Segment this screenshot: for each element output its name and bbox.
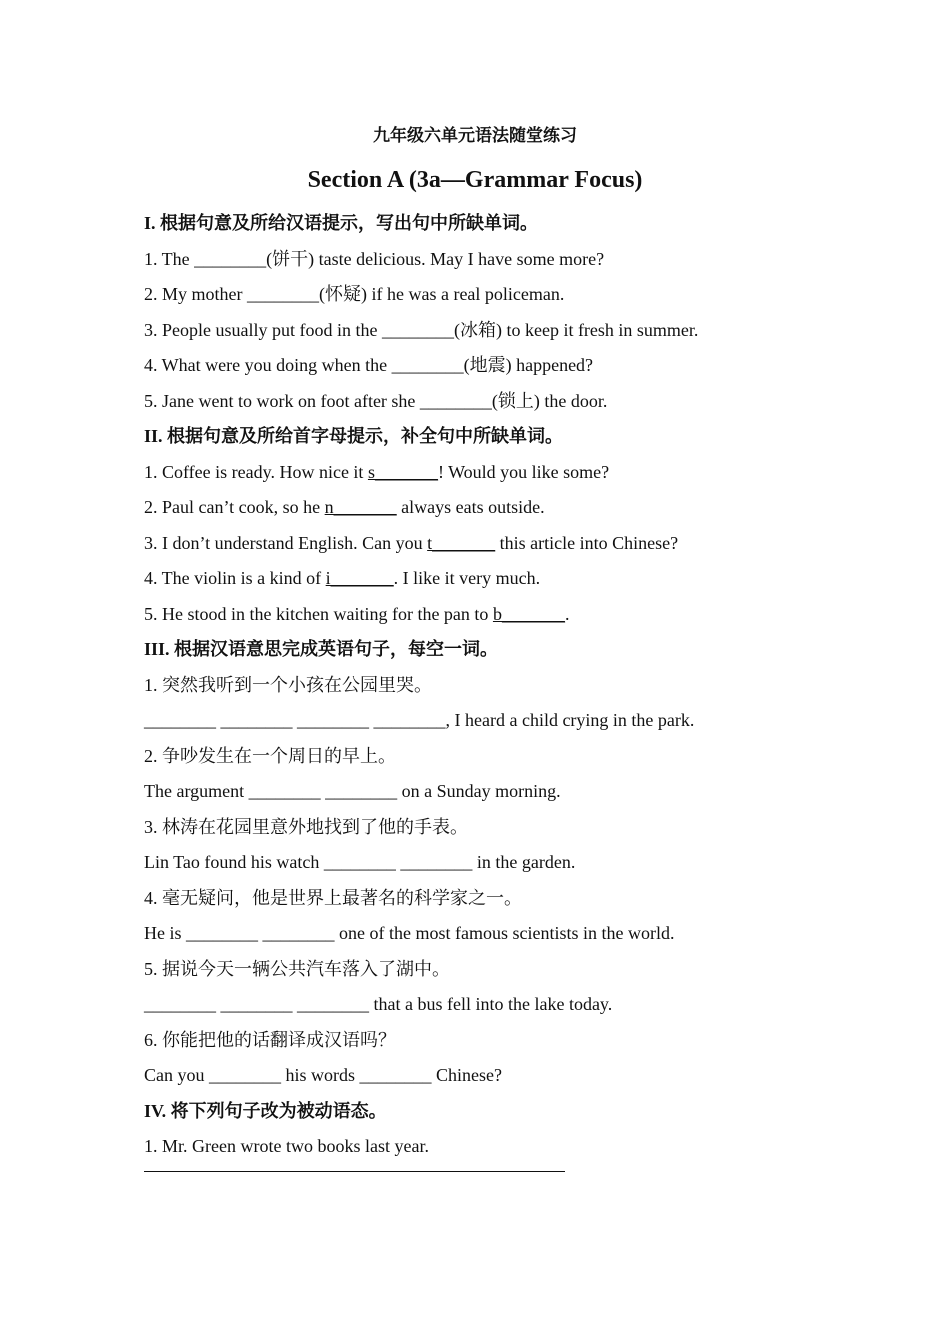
- section-2-item: [144, 597, 844, 633]
- section-1-item: 3. People usually put food in the ________(冰箱) to keep it fresh in summer.: [144, 319, 699, 340]
- letter-hint-blank: s_______: [367, 461, 438, 482]
- section-1-item: 5. Jane went to work on foot after she ________(锁上) the door.: [144, 390, 608, 411]
- section-3-english-blank: Lin Tao found his watch ________ ________ in the garden.: [144, 852, 576, 872]
- section-1-item: 1. The ________(饼干) taste delicious. May I have some more?: [144, 248, 605, 269]
- section-4-heading: IV. 将下列句子改为被动语态。: [144, 1100, 387, 1121]
- answer-line: [144, 1171, 565, 1172]
- item-text: 1. Coffee is ready. How nice it: [144, 461, 368, 482]
- letter-hint-blank: t_______: [427, 532, 496, 553]
- document-subtitle: Section A (3a—Grammar Focus): [307, 167, 643, 193]
- section-3-chinese-prompt: 1. 突然我听到一个小孩在公园里哭。: [144, 674, 432, 695]
- section-3-chinese-prompt: 3. 林涛在花园里意外地找到了他的手表。: [144, 816, 468, 837]
- item-text: .: [564, 603, 570, 624]
- section-3-english-blank: Can you ________ his words ________ Chinese?: [144, 1065, 502, 1085]
- section-2-item: [144, 561, 844, 597]
- section-3-english-blank: ________ ________ ________ ________, I heard a child crying in the park.: [144, 710, 695, 730]
- section-2-item: [144, 490, 844, 526]
- section-3-chinese-prompt: 2. 争吵发生在一个周日的早上。: [144, 745, 396, 766]
- section-1-item: 4. What were you doing when the ________(地震) happened?: [144, 355, 594, 375]
- item-text: 4. The violin is a kind of: [144, 568, 326, 588]
- section-3-heading: III. 根据汉语意思完成英语句子，每空一词。: [144, 639, 499, 659]
- item-text: ! Would you like some?: [437, 461, 610, 482]
- item-text: this article into Chinese?: [495, 532, 679, 553]
- worksheet-page: [144, 118, 844, 1172]
- section-2-item: [144, 526, 844, 562]
- section-1-heading: I. 根据句意及所给汉语提示，写出句中所缺单词。: [144, 213, 539, 233]
- document-title: 九年级六单元语法随堂练习: [373, 126, 577, 145]
- letter-hint-blank: n_______: [324, 497, 397, 517]
- section-1-item: 2. My mother ________(怀疑) if he was a real policeman.: [144, 284, 565, 304]
- section-2-item: [144, 455, 844, 491]
- section-4-item: 1. Mr. Green wrote two books last year.: [144, 1136, 429, 1156]
- section-3-chinese-prompt: 6. 你能把他的话翻译成汉语吗？: [144, 1029, 396, 1050]
- item-text: 2. Paul can’t cook, so he: [144, 497, 325, 517]
- section-3-chinese-prompt: 5. 据说今天一辆公共汽车落入了湖中。: [144, 958, 450, 979]
- section-3-english-blank: The argument ________ ________ on a Sunday morning.: [144, 781, 561, 801]
- section-2-heading: II. 根据句意及所给首字母提示，补全句中所缺单词。: [144, 426, 564, 446]
- letter-hint-blank: b_______: [492, 603, 565, 624]
- section-3-chinese-prompt: 4. 毫无疑问，他是世界上最著名的科学家之一。: [144, 887, 522, 908]
- section-3-english-blank: ________ ________ ________ that a bus fell into the lake today.: [144, 994, 613, 1014]
- section-3-english-blank: He is ________ ________ one of the most famous scientists in the world.: [144, 923, 675, 943]
- item-text: . I like it very much.: [393, 568, 541, 588]
- item-text: 3. I don’t understand English. Can you: [144, 532, 428, 553]
- item-text: always eats outside.: [396, 497, 545, 517]
- letter-hint-blank: i_______: [325, 568, 394, 588]
- item-text: 5. He stood in the kitchen waiting for the pan to: [144, 603, 493, 624]
